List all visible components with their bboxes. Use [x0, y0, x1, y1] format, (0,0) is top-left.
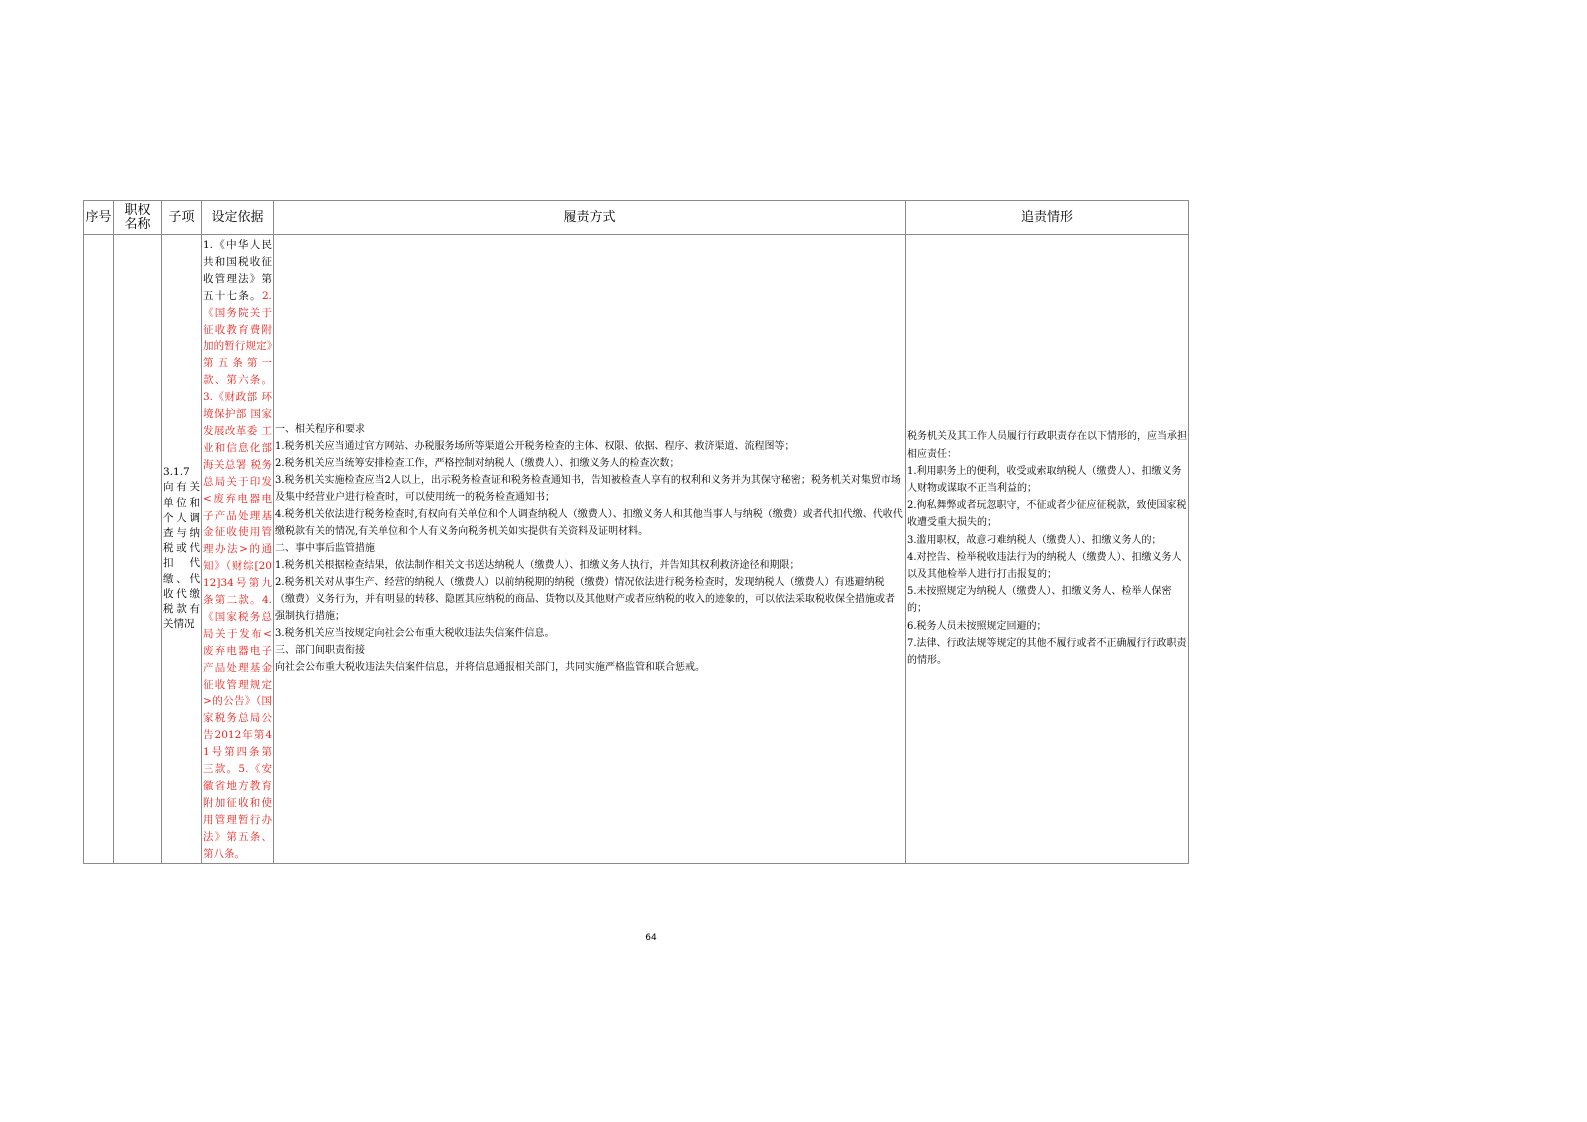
page-number: 64: [645, 933, 657, 943]
cell-seq: [84, 235, 114, 864]
resp-paragraph: 2.徇私舞弊或者玩忽职守，不征或者少征应征税款，致使国家税收遭受重大损失的；: [907, 500, 1187, 529]
cell-sub: [162, 235, 202, 864]
header-name-line2: 名称: [124, 216, 151, 232]
header-name-line1: 职权: [124, 202, 151, 218]
basis-item: 1.《中华人民共和国税收征收管理法》第五十七条。: [203, 239, 272, 302]
cell-name: [114, 235, 162, 864]
cell-basis: [202, 235, 274, 864]
sub-item-text: 3.1.7 向有关单位和个人调查与纳税或代扣代缴、代收代缴税款有关情况: [163, 466, 200, 631]
header-sub: 子项: [162, 201, 202, 235]
header-basis: 设定依据: [202, 201, 274, 235]
duty-paragraph: 一、相关程序和要求: [275, 424, 365, 436]
basis-item: 5.《安徽省地方教育附加征收和使用管理暂行办法》第五条、第八条。: [203, 763, 272, 860]
duty-paragraph: 向社会公布重大税收违法失信案件信息，并将信息通报相关部门，共同实施严格监管和联合惩戒。: [275, 662, 705, 674]
resp-paragraph: 税务机关及其工作人员履行行政职责存在以下情形的，应当承担相应责任：: [907, 431, 1187, 460]
header-duty: 履责方式: [274, 201, 906, 235]
cell-duty: [274, 235, 906, 864]
duty-paragraph: 3.税务机关应当按规定向社会公布重大税收违法失信案件信息。: [275, 628, 555, 640]
responsibility-table: [83, 200, 1189, 864]
resp-paragraph: 4.对控告、检举税收违法行为的纳税人（缴费人）、扣缴义务人以及其他检举人进行打击报复的；: [907, 551, 1182, 580]
resp-paragraph: 1.利用职务上的便利，收受或索取纳税人（缴费人）、扣缴义务人财物或谋取不正当利益的；: [907, 465, 1182, 494]
basis-item: 4.《国家税务总局关于发布<废弃电器电子产品处理基金征收管理规定>的公告》（国家税务总局公告2012年第41号第四条第三款。: [203, 594, 272, 776]
cell-resp: [906, 235, 1189, 864]
duty-paragraph: 3.税务机关实施检查应当2人以上，出示税务检查证和税务检查通知书，告知被检查人享有的权利和义务并为其保守秘密；税务机关对集贸市场及集中经营业户进行检查时，可以使用统一的税务检查通知书；: [275, 475, 901, 504]
basis-list: [203, 235, 272, 863]
table-header-row: [84, 201, 1189, 235]
header-name: [114, 201, 162, 235]
header-resp: 追责情形: [906, 201, 1189, 235]
resp-paragraph: 3.滥用职权，故意刁难纳税人（缴费人）、扣缴义务人的；: [907, 534, 1162, 546]
header-seq: 序号: [84, 201, 114, 235]
resp-paragraph: 5.未按照规定为纳税人（缴费人）、扣缴义务人、检举人保密的；: [907, 586, 1172, 615]
duty-list: [275, 421, 904, 676]
resp-paragraph: 7.法律、行政法规等规定的其他不履行或者不正确履行行政职责的情形。: [907, 637, 1187, 666]
basis-item: 3.《财政部 环境保护部 国家发展改革委 工业和信息化部 海关总署 税务总局关于印发<废弃电器电子产品处理基金征收使用管理办法>的通知》（财综[2012]34号第九条第二款。: [203, 391, 272, 607]
duty-paragraph: 二、事中事后监管措施: [275, 543, 375, 555]
duty-paragraph: 4.税务机关依法进行税务检查时,有权向有关单位和个人调查纳税人（缴费人）、扣缴义务人和其他当事人与纳税（缴费）或者代扣代缴、代收代缴税款有关的情况,有关单位和个人有义务向税务机关如实提供有关资料及证明材料。: [275, 509, 903, 538]
table-row: [84, 235, 1189, 864]
basis-item: 2.《国务院关于征收教育费附加的暂行规定》第五条第一款、第六条。: [203, 289, 272, 387]
duty-paragraph: 2.税务机关对从事生产、经营的纳税人（缴费人）以前纳税期的纳税（缴费）情况依法进行税务检查时，发现纳税人（缴费人）有逃避纳税（缴费）义务行为，并有明显的转移、隐匿其应纳税的商品、货物以及其他财产或者应纳税的收入的迹象的，可以依法采取税收保全措施或者强制执行措施；: [275, 577, 895, 623]
duty-paragraph: 1.税务机关应当通过官方网站、办税服务场所等渠道公开税务检查的主体、权限、依据、程序、救济渠道、流程图等；: [275, 441, 795, 453]
resp-list: [907, 428, 1187, 669]
resp-paragraph: 6.税务人员未按照规定回避的；: [907, 620, 1047, 632]
duty-paragraph: 三、部门间职责衔接: [275, 645, 365, 657]
duty-paragraph: 2.税务机关应当统筹安排检查工作，严格控制对纳税人（缴费人）、扣缴义务人的检查次数；: [275, 458, 680, 470]
duty-paragraph: 1.税务机关根据检查结果，依法制作相关文书送达纳税人（缴费人）、扣缴义务人执行，并告知其权利救济途径和期限；: [275, 560, 800, 572]
